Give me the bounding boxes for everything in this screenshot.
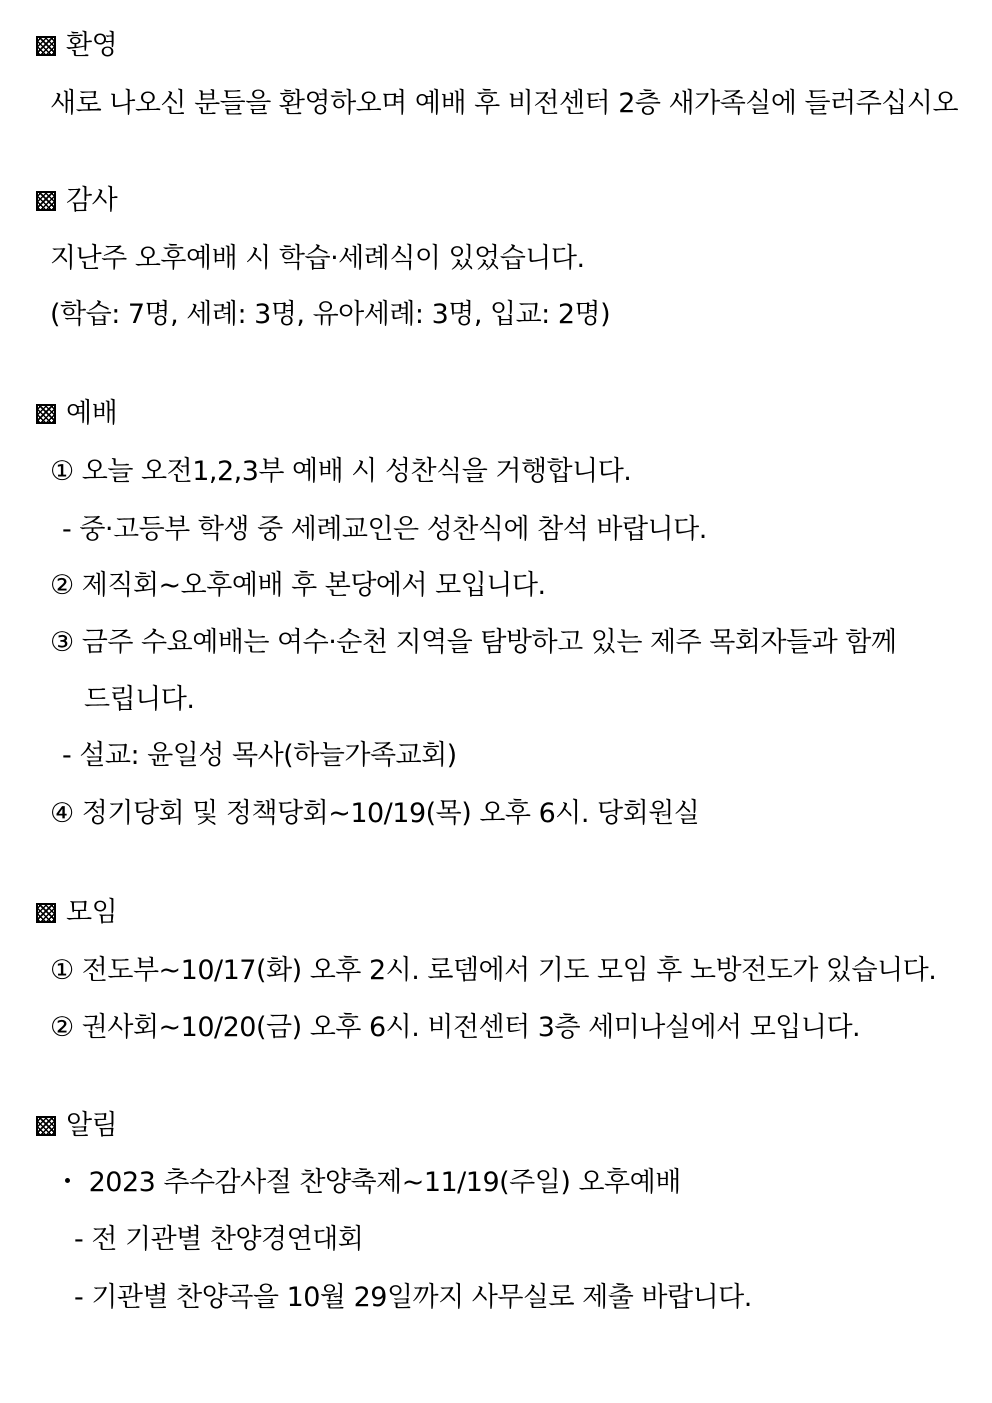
list-item-note: - 설교: 윤일성 목사(하늘가족교회) — [62, 740, 457, 771]
section-title: 환영 — [66, 30, 118, 61]
section-title: 감사 — [66, 185, 118, 216]
hatched-square-icon — [36, 404, 56, 424]
section-title: 예배 — [66, 398, 118, 429]
list-item-note: - 중‧고등부 학생 중 세례교인은 성찬식에 참석 바랍니다. — [62, 514, 707, 545]
section-heading-thanks — [36, 183, 117, 219]
list-item: ③ 금주 수요예배는 여수‧순천 지역을 탐방하고 있는 제주 목회자들과 함께 — [50, 627, 897, 658]
hatched-square-icon — [36, 191, 56, 211]
list-item-note: - 기관별 찬양곡을 10월 29일까지 사무실로 제출 바랍니다. — [74, 1282, 752, 1313]
hatched-square-icon — [36, 1116, 56, 1136]
list-item: ② 제직회~오후예배 후 본당에서 모입니다. — [50, 570, 546, 601]
section-title: 알림 — [66, 1110, 118, 1141]
list-item: ① 전도부~10/17(화) 오후 2시. 로뎀에서 기도 모임 후 노방전도가 있습니다. — [50, 955, 937, 986]
list-item: ② 권사회~10/20(금) 오후 6시. 비전센터 3층 세미나실에서 모입니다. — [50, 1012, 861, 1043]
hatched-square-icon — [36, 903, 56, 923]
list-item-continuation: 드립니다. — [84, 684, 195, 715]
section-heading-notices — [36, 1108, 117, 1144]
section-heading-welcome — [36, 28, 117, 64]
list-item: ・ 2023 추수감사절 찬양축제~11/19(주일) 오후예배 — [54, 1167, 681, 1198]
section-title: 모임 — [66, 897, 118, 928]
thanks-text: 지난주 오후예배 시 학습‧세례식이 있었습니다. — [50, 243, 585, 274]
hatched-square-icon — [36, 36, 56, 56]
welcome-text: 새로 나오신 분들을 환영하오며 예배 후 비전센터 2층 새가족실에 들러주십시오 — [50, 88, 959, 119]
list-item-note: - 전 기관별 찬양경연대회 — [74, 1224, 364, 1255]
thanks-counts: (학습: 7명, 세례: 3명, 유아세례: 3명, 입교: 2명) — [50, 299, 611, 330]
section-heading-worship — [36, 396, 117, 432]
list-item: ④ 정기당회 및 정책당회~10/19(목) 오후 6시. 당회원실 — [50, 798, 700, 829]
list-item: ① 오늘 오전1,2,3부 예배 시 성찬식을 거행합니다. — [50, 456, 632, 487]
section-heading-meetings — [36, 895, 117, 931]
